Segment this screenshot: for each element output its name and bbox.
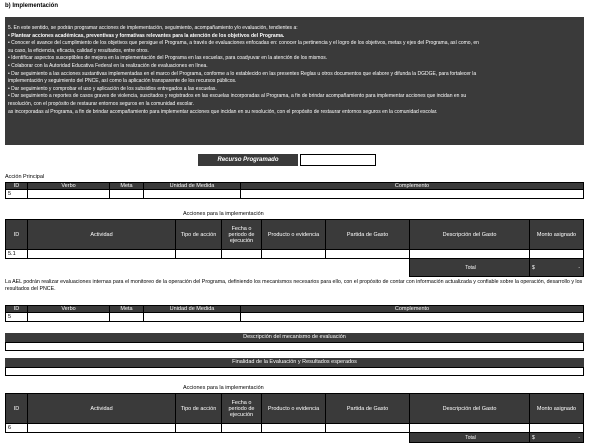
col-complemento: Complemento [241, 183, 584, 190]
intro-line: as incorporadas al Programa, a fin de brindar acompañamiento para implementar acciones que incidan en su resolución, con el propósito de restaurar entornos seguros en la comunidad escolar. [8, 108, 438, 115]
table-row [6, 424, 584, 433]
cell-fecha[interactable] [222, 424, 262, 433]
intro-line: • Colaborar con la Autoridad Educativa Federal en la realización de evaluaciones en línea. [8, 62, 208, 69]
col-id: ID [6, 394, 28, 424]
col-monto: Monto asignado [530, 394, 584, 424]
cell-complemento[interactable] [241, 190, 584, 199]
acciones-impl-title-2: Acciones para la implementación [183, 385, 264, 391]
intro-line: • Plantear acciones académicas, preventivas y formativas relevantes para la atención de los objetivos del Programa. [8, 32, 285, 39]
col-id: ID [6, 220, 28, 250]
accion-principal-label: Acción Principal [5, 174, 45, 180]
total-value: - [578, 264, 580, 271]
total-value: - [578, 434, 580, 441]
mecanismo-input[interactable] [5, 342, 584, 351]
cell-monto[interactable] [530, 250, 584, 259]
cell-verbo[interactable] [28, 313, 110, 322]
cell-complemento[interactable] [241, 313, 584, 322]
cell-tipo[interactable] [176, 250, 222, 259]
accion-principal-table-2 [5, 305, 584, 322]
cell-monto[interactable] [530, 424, 584, 433]
intro-line: • Dar seguimiento y comprobar el uso y aplicación de los subsidios entregados a las escuelas. [8, 85, 217, 92]
recurso-programado-label: Recurso Programado [198, 154, 298, 166]
col-partida: Partida de Gasto [326, 220, 410, 250]
cell-meta[interactable] [110, 313, 144, 322]
col-tipo: Tipo de acción [176, 394, 222, 424]
col-partida: Partida de Gasto [326, 394, 410, 424]
cell-id: 5 [6, 313, 28, 322]
col-verbo: Verbo [28, 183, 110, 190]
col-meta: Meta [110, 306, 144, 313]
cell-descripcion[interactable] [410, 250, 530, 259]
col-producto: Producto o evidencia [262, 394, 326, 424]
col-producto: Producto o evidencia [262, 220, 326, 250]
intro-line: • Dar seguimiento a reportes de casos graves de violencia, suscitados y registrados en las escuelas incorporadas al Programa, a fin de brindar acompañamiento para implementar acciones que incidan en su [8, 93, 467, 100]
intro-line: • Dar seguimiento a las acciones sustantivas implementadas en el marco del Programa, conforme a lo establecido en las presentes Reglas u otros documentos que elabore y difunda la DGDGE, para fortalecer la [8, 70, 477, 77]
section-title: b) Implementación [5, 3, 59, 9]
total-label: Total [410, 433, 530, 443]
mecanismo-title: Descripción del mecanismo de evaluación [5, 333, 584, 342]
col-unidad: Unidad de Medida [144, 183, 241, 190]
implementacion-table-2 [5, 393, 584, 443]
col-fecha: Fecha o periodo de ejecución [222, 220, 262, 250]
cell-partida[interactable] [326, 250, 410, 259]
intro-line: resolución, con el propósito de restaurar entornos seguros en la comunidad escolar. [8, 100, 194, 107]
finalidad-title: Finalidad de la Evaluación y Resultados esperados [5, 358, 584, 367]
cell-unidad[interactable] [144, 190, 241, 199]
currency-symbol: $ [532, 264, 535, 271]
table-row [6, 313, 584, 322]
recurso-programado-input[interactable] [300, 154, 376, 166]
cell-id: 6 [6, 424, 28, 433]
total-label: Total [410, 259, 530, 277]
total-row [6, 259, 584, 277]
cell-id: 5.1 [6, 250, 28, 259]
cell-partida[interactable] [326, 424, 410, 433]
finalidad-input[interactable] [5, 367, 584, 376]
col-verbo: Verbo [28, 306, 110, 313]
total-row [6, 433, 584, 443]
col-fecha: Fecha o periodo de ejecución [222, 394, 262, 424]
cell-verbo[interactable] [28, 190, 110, 199]
cell-producto[interactable] [262, 250, 326, 259]
col-descripcion: Descripción del Gasto [410, 394, 530, 424]
intro-line: su caso, la eficiencia, eficacia, calidad y resultados, entre otros. [8, 47, 149, 54]
cell-tipo[interactable] [176, 424, 222, 433]
intro-line: 5. En este sentido, se podrán programar acciones de implementación, seguimiento, acompañamiento y/o evaluación, tendientes a: [8, 25, 298, 31]
cell-descripcion[interactable] [410, 424, 530, 433]
evaluacion-paragraph: La AEL podrán realizar evaluaciones internas para el monitoreo de la operación del Programa, definiendo los mecanismos necesarios para ello, con el propósito de contar con información actualizada y confiable sobre la operación, desarrollo y los resultados del PNCE. [5, 279, 583, 292]
acciones-impl-title: Acciones para la implementación [183, 211, 264, 217]
total-amount [530, 259, 584, 277]
col-complemento: Complemento [241, 306, 584, 313]
cell-meta[interactable] [110, 190, 144, 199]
cell-fecha[interactable] [222, 250, 262, 259]
cell-unidad[interactable] [144, 313, 241, 322]
accion-principal-table [5, 182, 584, 199]
implementacion-table [5, 219, 584, 277]
col-actividad: Actividad [28, 394, 176, 424]
col-monto: Monto asignado [530, 220, 584, 250]
intro-line: implementación y seguimiento del PNCE, así como la aplicación transparente de los recursos públicos. [8, 78, 237, 85]
col-id: ID [6, 183, 28, 190]
total-amount [530, 433, 584, 443]
table-row [6, 190, 584, 199]
col-unidad: Unidad de Medida [144, 306, 241, 313]
col-descripcion: Descripción del Gasto [410, 220, 530, 250]
col-meta: Meta [110, 183, 144, 190]
cell-actividad[interactable] [28, 250, 176, 259]
cell-producto[interactable] [262, 424, 326, 433]
table-row [6, 250, 584, 259]
intro-line: • Conocer el avance del cumplimiento de los objetivos que persigue el Programa, a través de evaluaciones enfocadas en: conocer la pertinencia y el logro de los objetivos, metas y ejes del Programa, así como, en [8, 40, 479, 47]
col-id: ID [6, 306, 28, 313]
intro-text-box [5, 17, 584, 145]
intro-line: • Identificar aspectos susceptibles de mejora en la implementación del Programa en las escuelas, para coadyuvar en la atención de los mismos. [8, 55, 328, 62]
col-actividad: Actividad [28, 220, 176, 250]
col-tipo: Tipo de acción [176, 220, 222, 250]
cell-actividad[interactable] [28, 424, 176, 433]
currency-symbol: $ [532, 434, 535, 441]
cell-id: 5 [6, 190, 28, 199]
